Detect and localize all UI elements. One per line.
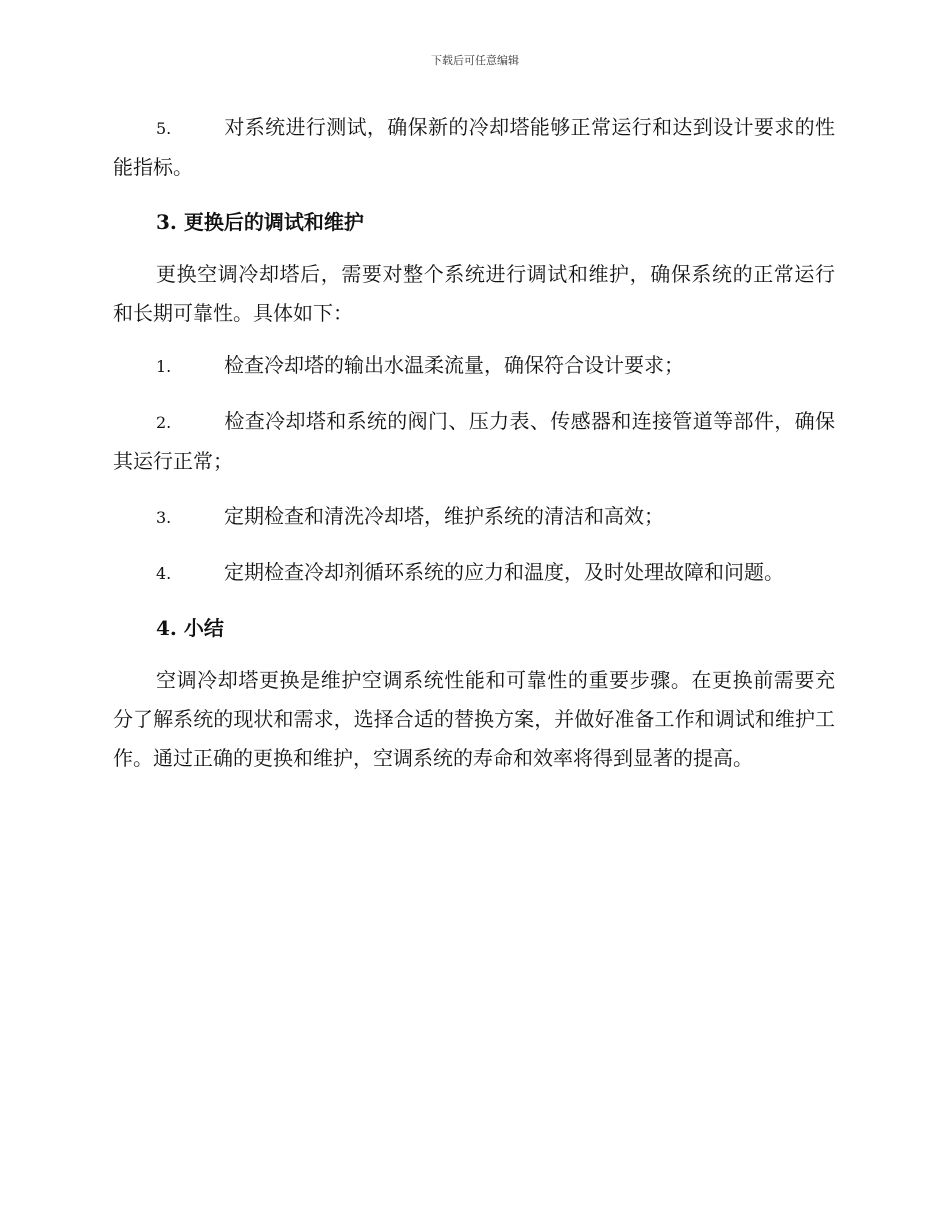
list-item (113, 497, 835, 537)
list-item-number: 2. (156, 413, 172, 432)
list-item-number: 5. (156, 119, 172, 138)
section-3-intro: 更换空调冷却塔后，需要对整个系统进行调试和维护，确保系统的正常运行和长期可靠性。具体如下： (113, 262, 835, 325)
list-item-text: 检查冷却塔的输出水温柔流量，确保符合设计要求； (224, 353, 684, 377)
list-item-text: 定期检查和清洗冷却塔，维护系统的清洁和高效； (224, 504, 664, 528)
list-item (113, 402, 835, 481)
list-item (113, 553, 835, 593)
section-heading-4: 4. 小结 (156, 616, 224, 640)
list-item-number: 3. (156, 508, 172, 527)
list-item-text: 对系统进行测试，确保新的冷却塔能够正常运行和达到设计要求的性能指标。 (113, 115, 835, 179)
list-item-text: 定期检查冷却剂循环系统的应力和温度，及时处理故障和问题。 (224, 560, 784, 584)
list-item-text: 检查冷却塔和系统的阀门、压力表、传感器和连接管道等部件，确保其运行正常； (113, 409, 835, 473)
section-heading-3: 3. 更换后的调试和维护 (156, 210, 364, 234)
document-body (113, 108, 835, 791)
page-header: 下载后可任意编辑 (431, 54, 519, 67)
list-item (113, 346, 835, 386)
list-item-number: 4. (156, 564, 172, 583)
section-4-body: 空调冷却塔更换是维护空调系统性能和可靠性的重要步骤。在更换前需要充分了解系统的现状和需求，选择合适的替换方案，并做好准备工作和调试和维护工作。通过正确的更换和维护，空调系统的寿命和效率将得到显著的提高。 (113, 668, 835, 770)
list-item-number: 1. (156, 357, 172, 376)
list-item (113, 108, 835, 187)
